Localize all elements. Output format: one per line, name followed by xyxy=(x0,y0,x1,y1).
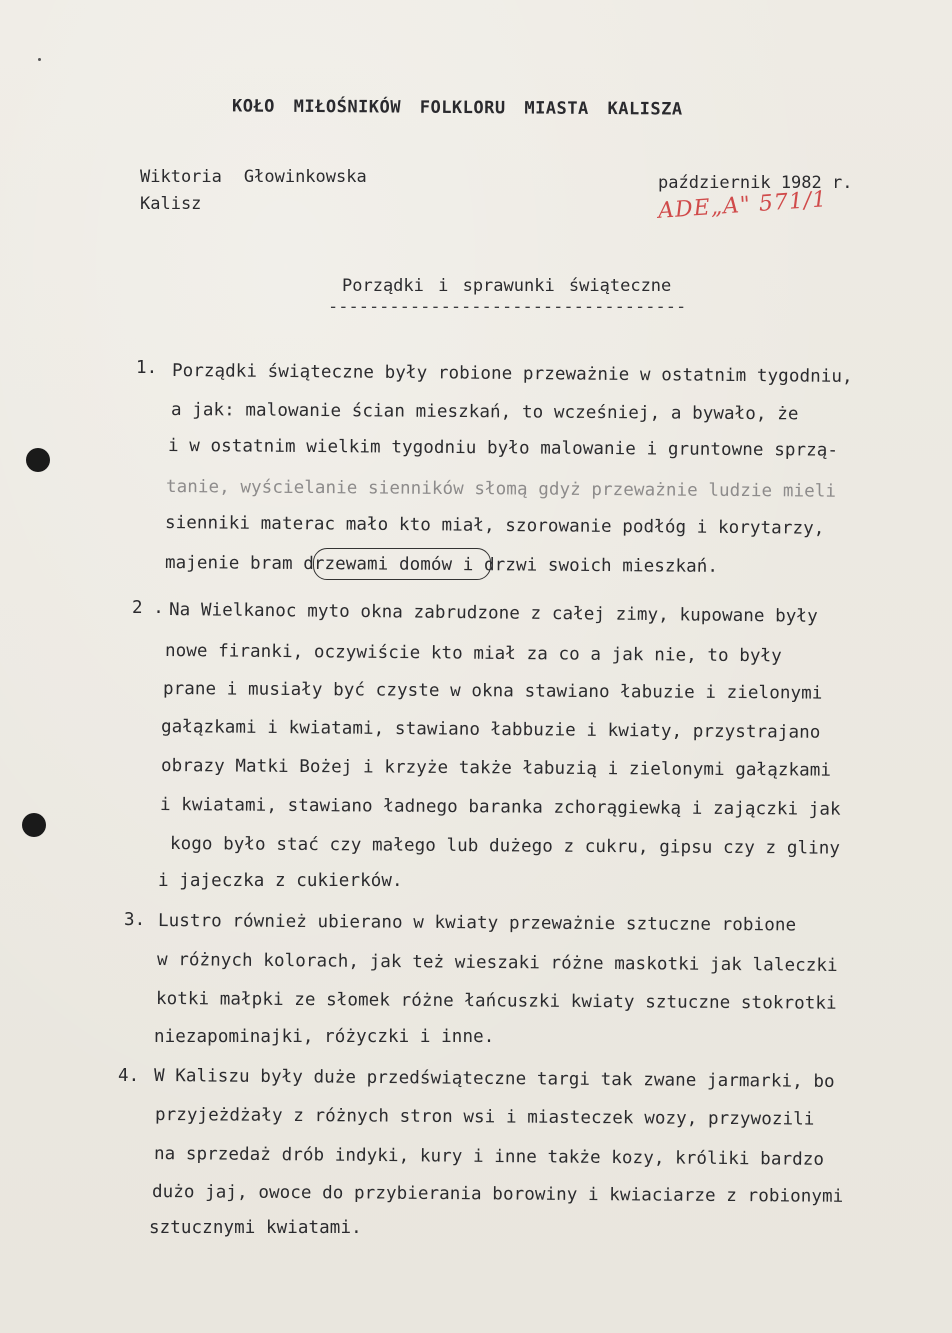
author-last-name: Głowinkowska xyxy=(243,167,367,187)
section-line: gałązkami i kwiatami, stawiano łabbuzie i kwiaty, przystrajano xyxy=(160,717,821,743)
section-line: Lustro również ubierano w kwiaty przeważnie sztuczne robione xyxy=(157,911,797,936)
section-line: sienniki materac mało kto miał, szorowanie podłóg i korytarzy, xyxy=(164,513,825,539)
author-block xyxy=(140,164,367,218)
section-line: niezapominajki, różyczki i inne. xyxy=(154,1027,495,1047)
section-line: nowe firanki, oczywiście kto miał za co a jak nie, to były xyxy=(164,641,782,667)
section-number: 2 . xyxy=(132,598,164,618)
section-line: i kwiatami, stawiano ładnego baranka zchorągiewką i zajączki jak xyxy=(159,795,841,820)
section-line: i jajeczka z cukierków. xyxy=(158,871,403,891)
author-name xyxy=(140,164,367,191)
document-date: październik 1982 r. xyxy=(658,173,853,193)
punch-hole-top xyxy=(26,448,50,472)
archive-signature-mark: ADE„A" 571/1 xyxy=(657,187,829,224)
section-line: kogo było stać czy małego lub dużego z cukru, gipsu czy z gliny xyxy=(169,834,841,859)
section-line: majenie bram drzewami domów i drzwi swoich mieszkań. xyxy=(164,553,719,577)
document-title: Porządki i sprawunki świąteczne xyxy=(342,276,672,296)
section-number: 1. xyxy=(136,358,158,378)
section-line: a jak: malowanie ścian mieszkań, to wcześniej, a bywało, że xyxy=(170,400,799,425)
section-line: sztucznymi kwiatami. xyxy=(149,1218,362,1238)
author-first-name: Wiktoria xyxy=(140,167,222,187)
organization-header: KOŁO MIŁOŚNIKÓW FOLKLORU MIASTA KALISZA xyxy=(231,96,683,120)
section-line: W Kaliszu były duże przedświąteczne targi tak zwane jarmarki, bo xyxy=(153,1066,835,1092)
handwritten-circle-annotation xyxy=(313,548,491,580)
section-line: prane i musiały być czyste w okna stawiano łabuzie i zielonymi xyxy=(162,679,823,704)
section-line: Porządki świąteczne były robione przeważnie w ostatnim tygodniu, xyxy=(171,361,853,387)
section-line: Na Wielkanoc myto okna zabrudzone z całej zimy, kupowane były xyxy=(168,600,818,627)
paper-speck xyxy=(38,58,41,61)
section-line: obrazy Matki Bożej i krzyże także łabuzią i zielonymi gałązkami xyxy=(160,756,832,781)
author-city: Kalisz xyxy=(140,194,202,214)
section-line: kotki małpki ze słomek różne łańcuszki kwiaty sztuczne stokrotki xyxy=(155,989,837,1014)
section-line: w różnych kolorach, jak też wieszaki różne maskotki jak laleczki xyxy=(156,950,838,976)
title-underline: ----------------------------------- xyxy=(328,297,687,317)
section-line: przyjeżdżały z różnych stron wsi i miasteczek wozy, przywozili xyxy=(154,1105,815,1130)
section-line: i w ostatnim wielkim tygodniu było malowanie i gruntowne sprzą- xyxy=(167,436,839,461)
section-line: dużo jaj, owoce do przybierania borowiny i kwiaciarze z robionymi xyxy=(151,1182,844,1207)
punch-hole-bottom xyxy=(22,813,46,837)
section-number: 3. xyxy=(124,910,146,930)
section-line: na sprzedaż drób indyki, kury i inne także kozy, króliki bardzo xyxy=(153,1144,825,1170)
section-number: 4. xyxy=(118,1066,140,1086)
section-line: tanie, wyścielanie sienników słomą gdyż przeważnie ludzie mieli xyxy=(165,477,837,502)
